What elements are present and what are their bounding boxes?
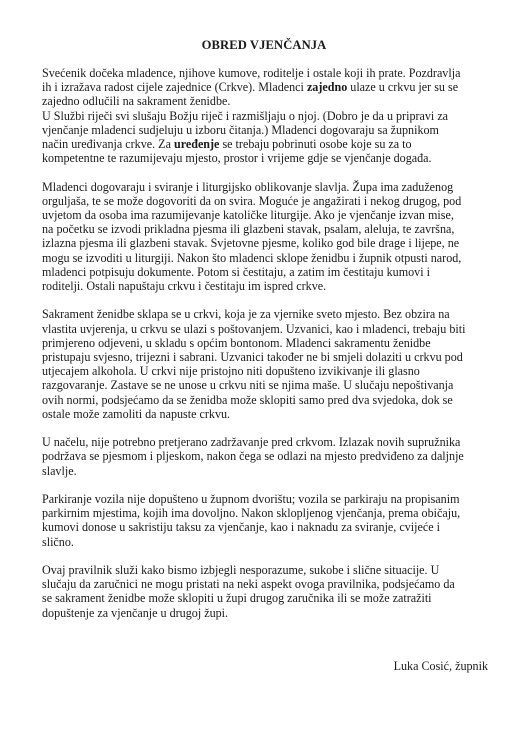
text-line: U načelu, nije potrebno pretjerano zadržavanje pred crkvom. Izlazak novih supružnika — [42, 435, 461, 450]
text-line: Svećenik dočeka mladence, njihove kumove, roditelje i ostale koji ih prate. Pozdravlja — [42, 66, 461, 80]
text-line: mladenci potpisuju dokumente. Potom si čestitaju, a zatim im čestitaju kumovi i — [42, 264, 430, 279]
text-line: slavlje. — [42, 463, 77, 478]
text-line: parkirnim mjestima, kojih ima dovoljno. Nakon sklopljenog vjenčanja, prema običaju, — [42, 506, 461, 521]
text-line: Mladenci dogovaraju i sviranje i liturgijsko oblikovanje slavlja. Župa ima zaduženog — [42, 179, 454, 194]
paragraph — [42, 66, 488, 165]
text-line: ostale može zamoliti da napuste crkvu. — [42, 406, 231, 421]
text-line: način uređivanja crkve. Za uređenje se trebaju pobrinuti osobe koje su za to — [42, 137, 412, 152]
bold-emphasis: zajedno — [306, 80, 348, 95]
text-line: se sakrament ženidbe može sklopiti u župi drugog zaručnika ili se može zatražiti — [42, 591, 432, 606]
text-line: Parkiranje vozila nije dopušteno u župnom dvorištu; vozila se parkiraju na propisanim — [42, 492, 460, 507]
document-body — [42, 66, 488, 620]
paragraph — [42, 563, 488, 620]
text-line: slučaju da zaručnici ne mogu pristati na neki aspekt ovoga pravilnika, podsjećamo da — [42, 577, 455, 592]
text-line: na početku se izvodi prikladna pjesma ili glazbeni stavak, psalam, aleluja, te završna, — [42, 222, 455, 237]
text-line: zajedno odlučili na sakrament ženidbe. — [42, 94, 231, 109]
text-line: pristupaju svjesno, trijezni i sabrani. Uzvanici također ne bi smjeli dolaziti u crkvu pod — [42, 350, 463, 365]
text-line: podržava se pjesmom i pljeskom, nakon čega se odlazi na mjesto predviđeno za daljnje — [42, 449, 464, 464]
text-line: U Službi riječi svi slušaju Božju riječ i razmišljaju o njoj. (Dobro je da u pripravi za — [42, 108, 449, 123]
text-line: roditelji. Ostali napuštaju crkvu i čestitaju im ispred crkve. — [42, 279, 327, 294]
text-line: primjereno odjeveni, u skladu s općim bontonom. Mladenci sakramentu ženidbe — [42, 335, 431, 350]
paragraph — [42, 492, 488, 549]
text-line: orguljaša, te se može dogovoriti da on svira. Moguće je angažirati i nekog drugog, pod — [42, 193, 462, 208]
text-line: Ovaj pravilnik služi kako bismo izbjegli nesporazume, sukobe i slične situacije. U — [42, 563, 440, 578]
text-line: utjecajem alkohola. U crkvi nije pristojno niti dopušteno izvikivanje ili glasno — [42, 364, 420, 379]
text-line: razgovaranje. Zastave se ne unose u crkvu niti se njima maše. U slučaju nepoštivanja — [42, 378, 454, 393]
text-line: kumovi donose u sakristiju taksu za vjenčanje, kao i naknadu za sviranje, cvijeće i — [42, 520, 440, 535]
text-line: vjenčanje mladenci sudjeluju u izboru čitanja.) Mladenci dogovaraju sa župnikom — [42, 122, 439, 137]
paragraph — [42, 307, 488, 421]
text-line: uvjetom da osoba ima razumijevanje katoličke liturgije. Ako je vjenčanje izvan mise, — [42, 208, 454, 223]
text-line: Sakrament ženidbe sklapa se u crkvi, koja je za vjernike sveto mjesto. Bez obzira na — [42, 307, 450, 322]
paragraph — [42, 180, 488, 294]
text-line: vlastita uvjerenja, u crkvu se ulazi s poštovanjem. Uzvanici, kao i mladenci, trebaju biti — [42, 321, 466, 336]
text-line: dopuštenje za vjenčanje u drugoj župi. — [42, 605, 229, 620]
text-line: kompetentne te razumijevaju mjesto, prostor i vrijeme gdje se vjenčanje događa. — [42, 151, 432, 166]
bold-emphasis: uređenje — [173, 137, 220, 152]
text-line: ovih normi, podsjećamo da se ženidba može sklopiti samo pred dva svjedoka, dok se — [42, 392, 453, 407]
text-line: ih i izražava radost cijele zajednice (Crkve). Mladenci zajedno ulaze u crkvu jer su se — [42, 80, 459, 95]
paragraph — [42, 435, 488, 478]
text-line: mogu se izvoditi u liturgiji. Nakon što mladenci sklope ženidbu i župnik otpusti narod, — [42, 250, 462, 265]
signature: Luka Cosić, župnik — [393, 659, 488, 673]
text-line: izlazna pjesma ili glazbeni stavak. Svjetovne pjesme, koliko god bile drage i lijepe, ne — [42, 236, 460, 251]
text-line: slično. — [42, 534, 74, 549]
document-title: OBRED VJENČANJA — [201, 38, 327, 52]
